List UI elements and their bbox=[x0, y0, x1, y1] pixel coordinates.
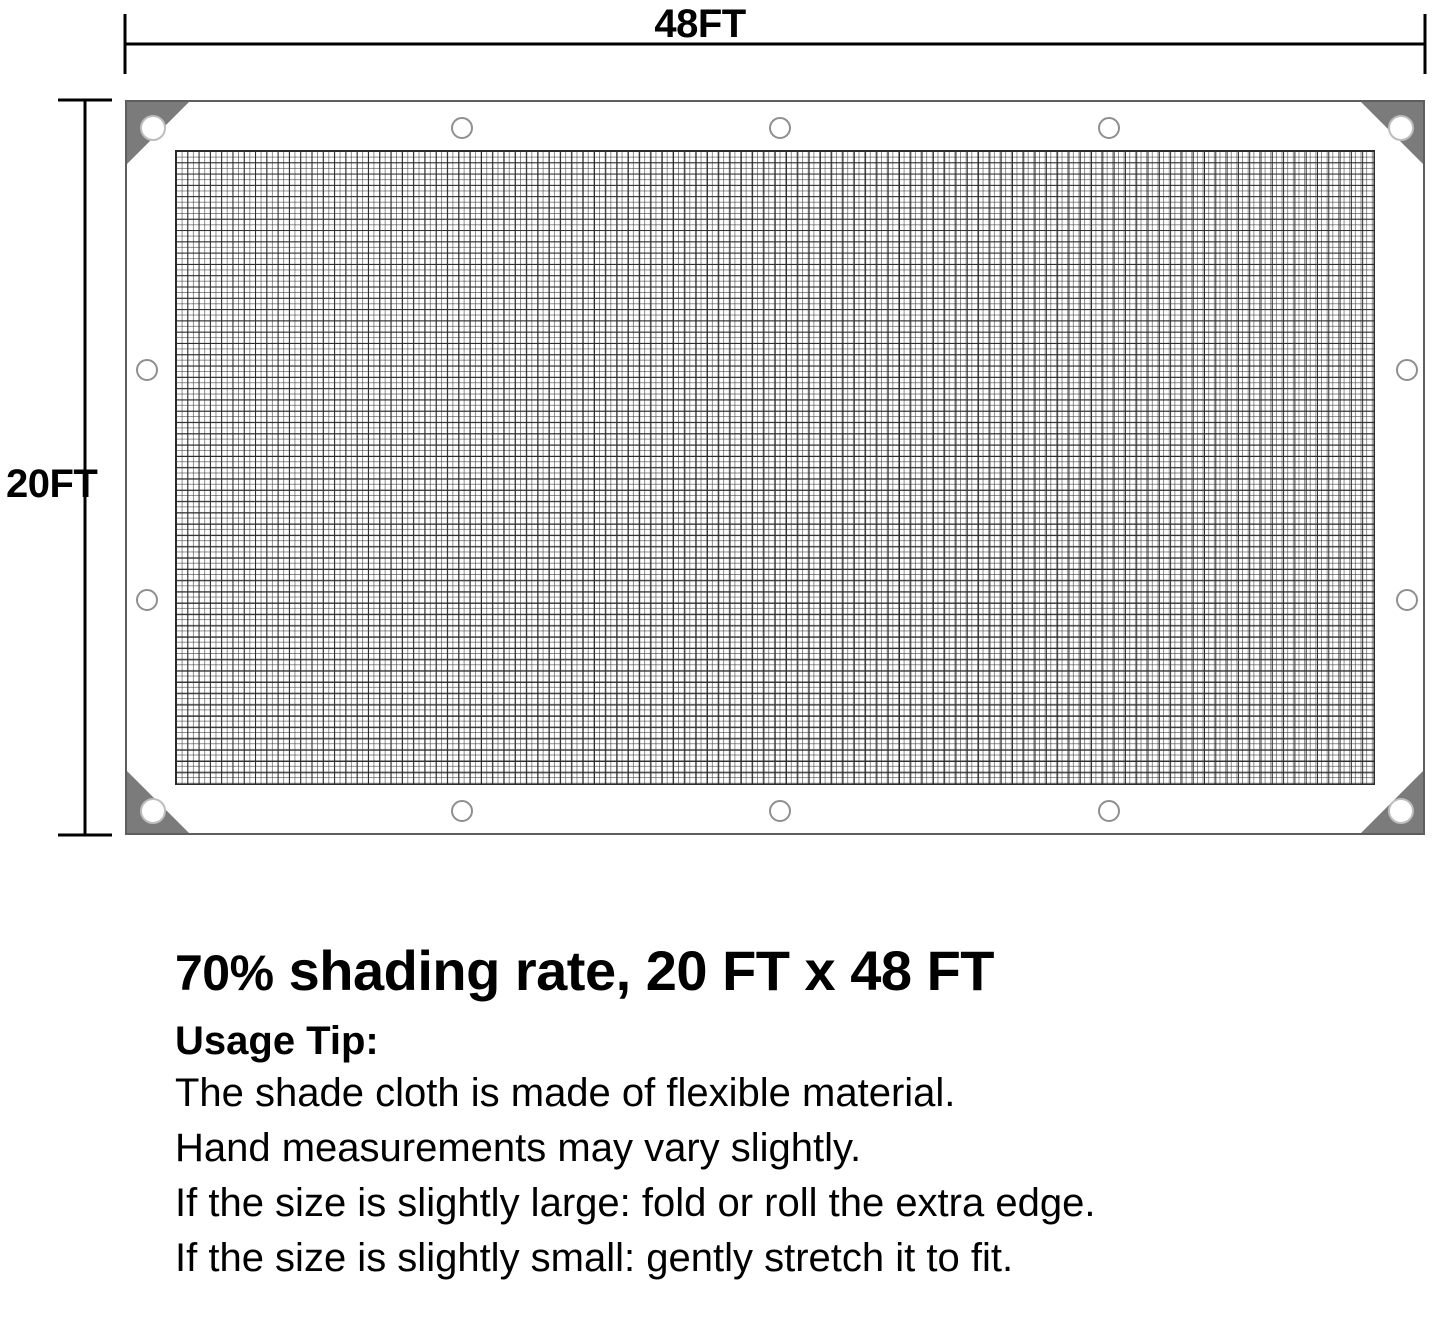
grommet-top-3 bbox=[1098, 117, 1120, 139]
usage-tip-line-3: If the size is slightly large: fold or roll the extra edge. bbox=[175, 1181, 1096, 1226]
grommet-corner-bottom-left bbox=[140, 798, 166, 824]
grommet-top-1 bbox=[451, 117, 473, 139]
grommet-corner-bottom-right bbox=[1388, 798, 1414, 824]
grommet-right-2 bbox=[1396, 589, 1418, 611]
headline bbox=[175, 940, 1415, 1003]
usage-tip-line-4: If the size is slightly small: gently stretch it to fit. bbox=[175, 1236, 1014, 1281]
grommet-right-1 bbox=[1396, 359, 1418, 381]
headline-rest: shading rate, 20 FT x 48 FT bbox=[273, 939, 995, 1002]
usage-tip-line-2: Hand measurements may vary slightly. bbox=[175, 1125, 862, 1170]
mesh-fabric bbox=[175, 150, 1375, 785]
grommet-left-2 bbox=[136, 589, 158, 611]
grommet-left-1 bbox=[136, 359, 158, 381]
grommet-bottom-3 bbox=[1098, 800, 1120, 822]
shade-cloth-panel bbox=[125, 100, 1425, 835]
usage-tip-title: Usage Tip: bbox=[175, 1018, 379, 1063]
shading-rate-value: 70% bbox=[175, 945, 274, 1001]
grommet-corner-top-right bbox=[1388, 115, 1414, 141]
usage-tip-line-1: The shade cloth is made of flexible material. bbox=[175, 1070, 956, 1115]
grommet-corner-top-left bbox=[140, 115, 166, 141]
grommet-top-2 bbox=[769, 117, 791, 139]
product-description-block bbox=[175, 940, 1415, 1286]
grommet-bottom-2 bbox=[769, 800, 791, 822]
grommet-bottom-1 bbox=[451, 800, 473, 822]
height-dimension-label: 20FT bbox=[6, 462, 98, 506]
width-dimension-label: 48FT bbox=[654, 2, 746, 46]
